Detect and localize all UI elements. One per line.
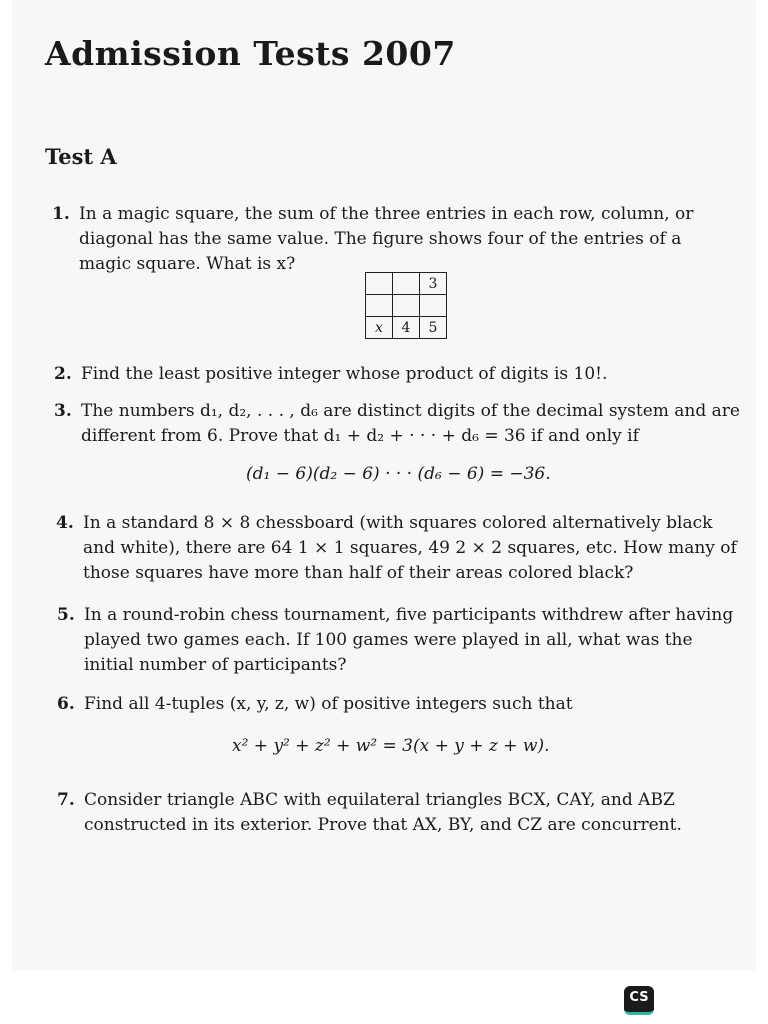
problem-text: Consider triangle ABC with equilateral triangles BCX, CAY, and ABZ constructed in its exterior. Prove that AX, BY, and CZ are concurrent. (84, 790, 682, 835)
problem-6 (57, 692, 747, 717)
problem-2 (54, 362, 734, 387)
problem-text: In a magic square, the sum of the three entries in each row, column, or diagonal has the same value. The figure shows four of the entries of a magic square. What is x? (79, 204, 694, 274)
magic-cell (393, 295, 420, 317)
problem-5 (57, 603, 747, 678)
problem-text: The numbers d₁, d₂, . . . , d₆ are distinct digits of the decimal system and are different from 6. Prove that d₁ + d₂ + · · · + d₆ = 36 if and only if (81, 401, 740, 446)
problem-text: In a round-robin chess tournament, five participants withdrew after having played two games each. If 100 games were played in all, what was the initial number of participants? (84, 605, 734, 675)
problem-text: In a standard 8 × 8 chessboard (with squares colored alternatively black and white), there are 64 1 × 1 squares, 49 2 × 2 squares, etc. How many of those squares have more than half of their areas colored black? (83, 513, 737, 583)
magic-cell (366, 295, 393, 317)
page-title: Admission Tests 2007 (45, 34, 456, 73)
problem-number: 2. (54, 364, 72, 384)
problem-number: 5. (57, 605, 75, 625)
equation-6: x² + y² + z² + w² = 3(x + y + z + w). (232, 736, 550, 756)
problem-1 (52, 202, 732, 277)
problem-number: 6. (57, 694, 75, 714)
magic-cell (420, 295, 447, 317)
equation-3: (d₁ − 6)(d₂ − 6) · · · (d₆ − 6) = −36. (246, 464, 551, 484)
camscanner-logo: CS (624, 986, 654, 1015)
problem-number: 4. (56, 513, 74, 533)
section-heading: Test A (45, 144, 117, 169)
magic-cell: x (366, 317, 393, 339)
magic-cell: 5 (420, 317, 447, 339)
problem-text: Find all 4-tuples (x, y, z, w) of positive integers such that (84, 694, 573, 714)
problem-number: 1. (52, 204, 70, 224)
document-page (12, 0, 756, 970)
problem-number: 3. (54, 401, 72, 421)
magic-cell (393, 273, 420, 295)
magic-cell: 3 (420, 273, 447, 295)
problem-3 (54, 399, 744, 449)
magic-square (365, 272, 447, 339)
problem-7 (57, 788, 752, 838)
problem-text: Find the least positive integer whose product of digits is 10!. (81, 364, 608, 384)
magic-cell: 4 (393, 317, 420, 339)
magic-cell (366, 273, 393, 295)
problem-4 (56, 511, 746, 586)
problem-number: 7. (57, 790, 75, 810)
